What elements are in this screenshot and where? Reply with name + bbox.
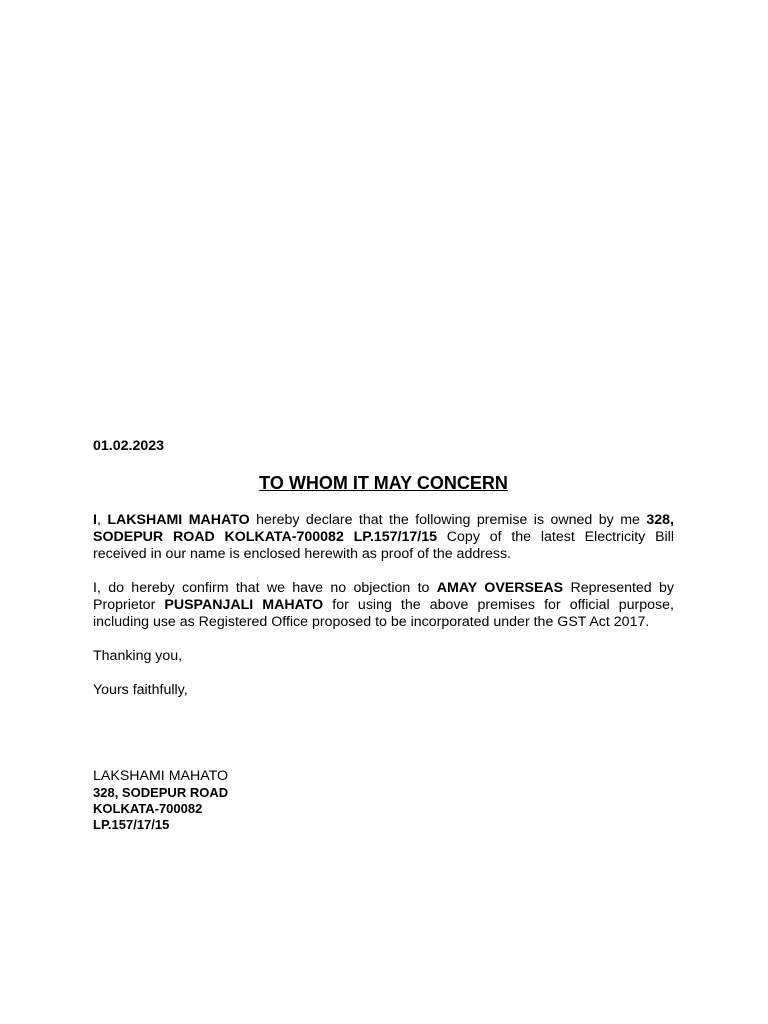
declaration-pronoun: I	[93, 512, 97, 528]
company-name: AMAY OVERSEAS	[436, 580, 564, 596]
owner-name: LAKSHAMI MAHATO	[107, 512, 250, 528]
consent-text-end: for using the above premises for official purpose, including use as Registered Office proposed to be incorporated under the GST Act 2017.	[93, 597, 674, 630]
signatory-address-line-3: LP.157/17/15	[93, 817, 170, 832]
letter-date: 01.02.2023	[93, 438, 165, 454]
signatory-address-line-2: KOLKATA-700082	[93, 801, 203, 816]
letter-body	[93, 438, 674, 833]
thanking-line: Thanking you,	[93, 648, 183, 664]
signature-block	[93, 768, 674, 833]
premise-address: 328, SODEPUR ROAD KOLKATA-700082 LP.157/17/15	[93, 512, 674, 545]
letter-heading: TO WHOM IT MAY CONCERN	[259, 473, 508, 493]
declaration-text: hereby declare that the following premise is owned by me	[249, 512, 647, 528]
declaration-comma: ,	[96, 512, 108, 528]
signatory-name: LAKSHAMI MAHATO	[93, 768, 229, 784]
consent-paragraph	[93, 580, 674, 631]
declaration-text-end: Copy of the latest Electricity Bill received in our name is enclosed herewith as proof of the address.	[93, 529, 674, 562]
consent-text: I, do hereby confirm that we have no objection to	[93, 580, 437, 596]
declaration-paragraph	[93, 512, 674, 563]
signatory-address-line-1: 328, SODEPUR ROAD	[93, 785, 229, 800]
proprietor-name: PUSPANJALI MAHATO	[164, 597, 324, 613]
yours-faithfully-line: Yours faithfully,	[93, 682, 188, 698]
consent-text-mid: Represented by Proprietor	[93, 580, 675, 613]
